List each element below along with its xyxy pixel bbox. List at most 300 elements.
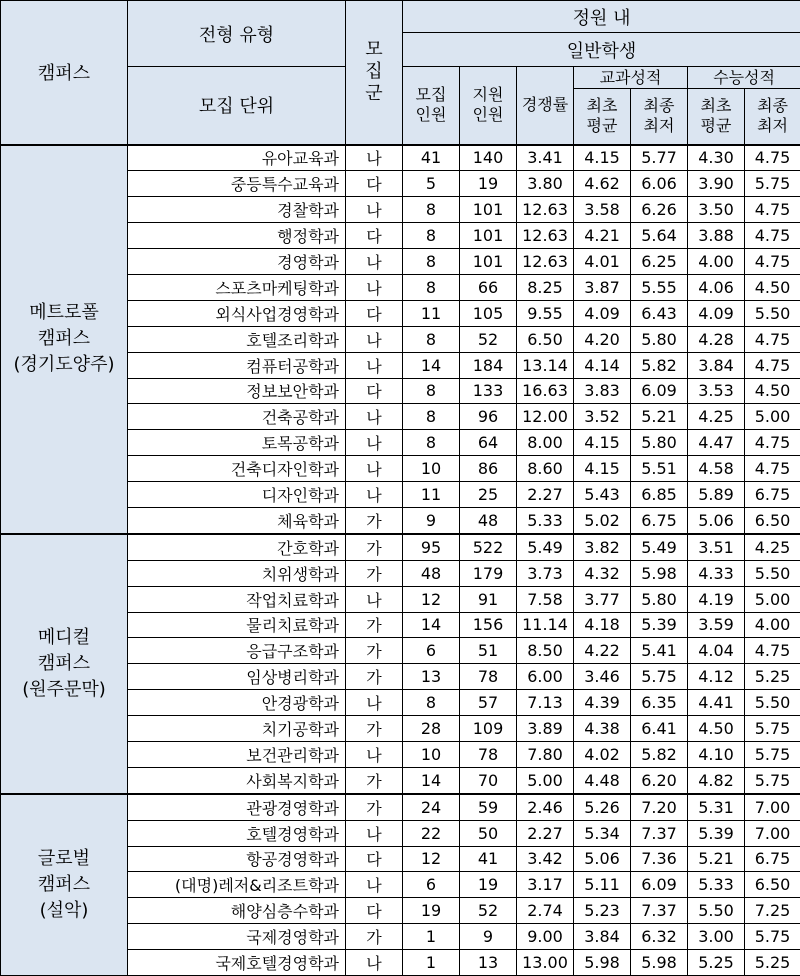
- school-final-min-cell: 6.41: [631, 716, 688, 742]
- school-min-avg-cell: 4.02: [574, 741, 631, 767]
- csat-min-avg-header: 최초 평균: [688, 89, 745, 145]
- csat-min-avg-cell: 4.58: [688, 456, 745, 482]
- csat-final-min-cell: 5.50: [745, 690, 800, 716]
- applicants-cell: 52: [460, 326, 517, 352]
- quota-cell: 14: [403, 767, 460, 793]
- campus-header: 캠퍼스: [1, 1, 128, 145]
- school-final-min-cell: 7.20: [631, 794, 688, 820]
- csat-grades-header: 수능성적: [688, 67, 800, 89]
- quota-cell: 8: [403, 223, 460, 249]
- recruit-unit-cell: 사회복지학과: [128, 767, 346, 793]
- quota-cell: 6: [403, 872, 460, 898]
- quota-cell: 1: [403, 950, 460, 976]
- competition-cell: 2.27: [517, 820, 574, 846]
- recruit-group-cell: 가: [346, 638, 403, 664]
- recruit-group-cell: 다: [346, 378, 403, 404]
- school-final-min-cell: 5.39: [631, 612, 688, 638]
- csat-min-avg-cell: 4.12: [688, 664, 745, 690]
- campus-name-line: 글로벌: [1, 846, 127, 872]
- csat-min-avg-cell: 3.53: [688, 378, 745, 404]
- school-final-min-cell: 7.37: [631, 898, 688, 924]
- competition-cell: 11.14: [517, 612, 574, 638]
- applicants-cell: 101: [460, 197, 517, 223]
- recruit-unit-cell: 행정학과: [128, 223, 346, 249]
- school-final-min-cell: 5.98: [631, 560, 688, 586]
- competition-cell: 3.89: [517, 716, 574, 742]
- csat-min-avg-cell: 4.41: [688, 690, 745, 716]
- applicants-cell: 51: [460, 638, 517, 664]
- csat-final-min-cell: 4.75: [745, 145, 800, 171]
- csat-final-min-cell: 4.75: [745, 638, 800, 664]
- school-final-min-cell: 6.09: [631, 872, 688, 898]
- csat-final-min-cell: 6.50: [745, 872, 800, 898]
- recruit-group-cell: 가: [346, 767, 403, 793]
- csat-final-min-cell: 4.25: [745, 534, 800, 560]
- campus-name-line: 캠퍼스: [1, 326, 127, 352]
- applicants-cell: 41: [460, 846, 517, 872]
- recruit-unit-header: 모집 단위: [128, 67, 346, 145]
- recruit-group-cell: 가: [346, 560, 403, 586]
- competition-header: 경쟁률: [517, 67, 574, 145]
- csat-final-min-cell: 5.50: [745, 300, 800, 326]
- csat-min-avg-cell: 5.31: [688, 794, 745, 820]
- applicants-cell: 70: [460, 767, 517, 793]
- csat-min-avg-cell: 3.51: [688, 534, 745, 560]
- competition-cell: 8.25: [517, 274, 574, 300]
- campus-cell: [1, 794, 128, 976]
- csat-min-avg-cell: 4.82: [688, 767, 745, 793]
- csat-min-avg-cell: 3.90: [688, 171, 745, 197]
- csat-final-min-cell: 5.75: [745, 767, 800, 793]
- competition-cell: 5.00: [517, 767, 574, 793]
- recruit-unit-cell: 물리치료학과: [128, 612, 346, 638]
- csat-min-avg-cell: 4.50: [688, 716, 745, 742]
- csat-final-min-cell: 4.00: [745, 612, 800, 638]
- school-min-avg-header: 최초 평균: [574, 89, 631, 145]
- recruit-unit-cell: 간호학과: [128, 534, 346, 560]
- applicants-cell: 96: [460, 404, 517, 430]
- applicants-cell: 19: [460, 171, 517, 197]
- recruit-unit-cell: 경찰학과: [128, 197, 346, 223]
- competition-cell: 3.41: [517, 145, 574, 171]
- csat-min-avg-cell: 4.30: [688, 145, 745, 171]
- quota-cell: 5: [403, 171, 460, 197]
- applicants-cell: 184: [460, 352, 517, 378]
- applicants-cell: 59: [460, 794, 517, 820]
- recruit-unit-cell: 유아교육과: [128, 145, 346, 171]
- recruit-group-cell: 나: [346, 274, 403, 300]
- school-min-avg-cell: 4.01: [574, 249, 631, 275]
- quota-cell: 8: [403, 249, 460, 275]
- applicants-cell: 66: [460, 274, 517, 300]
- school-final-min-cell: 6.43: [631, 300, 688, 326]
- school-min-avg-cell: 4.21: [574, 223, 631, 249]
- applicants-cell: 91: [460, 586, 517, 612]
- recruit-unit-cell: 건축디자인학과: [128, 456, 346, 482]
- csat-final-min-cell: 4.75: [745, 249, 800, 275]
- quota-cell: 12: [403, 846, 460, 872]
- recruit-group-cell: 가: [346, 534, 403, 560]
- csat-final-min-cell: 5.00: [745, 586, 800, 612]
- school-final-min-cell: 6.85: [631, 482, 688, 508]
- recruit-group-cell: 나: [346, 872, 403, 898]
- school-min-avg-cell: 4.15: [574, 456, 631, 482]
- recruit-unit-cell: 호텔조리학과: [128, 326, 346, 352]
- recruit-unit-cell: 국제경영학과: [128, 924, 346, 950]
- csat-min-avg-cell: 5.50: [688, 898, 745, 924]
- recruit-unit-cell: 보건관리학과: [128, 741, 346, 767]
- competition-cell: 3.17: [517, 872, 574, 898]
- recruit-group-cell: 가: [346, 612, 403, 638]
- csat-min-avg-cell: 3.84: [688, 352, 745, 378]
- recruit-group-cell: 나: [346, 249, 403, 275]
- csat-min-avg-cell: 4.09: [688, 300, 745, 326]
- school-final-min-cell: 6.32: [631, 924, 688, 950]
- quota-cell: 48: [403, 560, 460, 586]
- csat-final-min-cell: 5.25: [745, 950, 800, 976]
- quota-cell: 14: [403, 612, 460, 638]
- school-final-min-cell: 5.77: [631, 145, 688, 171]
- csat-min-avg-cell: 3.88: [688, 223, 745, 249]
- school-final-min-cell: 7.36: [631, 846, 688, 872]
- quota-cell: 8: [403, 197, 460, 223]
- quota-cell: 19: [403, 898, 460, 924]
- applicants-cell: 140: [460, 145, 517, 171]
- recruit-unit-cell: 호텔경영학과: [128, 820, 346, 846]
- school-min-avg-cell: 4.62: [574, 171, 631, 197]
- competition-cell: 5.49: [517, 534, 574, 560]
- csat-min-avg-cell: 5.33: [688, 872, 745, 898]
- quota-cell: 10: [403, 741, 460, 767]
- competition-cell: 16.63: [517, 378, 574, 404]
- quota-cell: 9: [403, 507, 460, 533]
- csat-final-min-cell: 6.75: [745, 846, 800, 872]
- csat-final-min-cell: 4.75: [745, 223, 800, 249]
- recruit-unit-cell: 경영학과: [128, 249, 346, 275]
- csat-final-min-cell: 7.25: [745, 898, 800, 924]
- quota-cell: 14: [403, 352, 460, 378]
- csat-min-avg-cell: 4.47: [688, 430, 745, 456]
- recruit-group-cell: 나: [346, 197, 403, 223]
- quota-header: 모집 인원: [403, 67, 460, 145]
- competition-cell: 3.42: [517, 846, 574, 872]
- recruit-group-cell: 나: [346, 690, 403, 716]
- quota-cell: 41: [403, 145, 460, 171]
- csat-final-min-cell: 4.75: [745, 430, 800, 456]
- recruit-group-cell: 다: [346, 171, 403, 197]
- applicants-cell: 78: [460, 664, 517, 690]
- school-min-avg-cell: 4.09: [574, 300, 631, 326]
- csat-final-min-cell: 4.75: [745, 197, 800, 223]
- recruit-unit-cell: 디자인학과: [128, 482, 346, 508]
- csat-min-avg-cell: 5.25: [688, 950, 745, 976]
- applicants-cell: 86: [460, 456, 517, 482]
- school-final-min-cell: 7.37: [631, 820, 688, 846]
- competition-cell: 7.80: [517, 741, 574, 767]
- school-min-avg-cell: 5.02: [574, 507, 631, 533]
- school-final-min-cell: 5.82: [631, 352, 688, 378]
- quota-inner-header: 정원 내: [403, 1, 800, 33]
- campus-name-line: 메트로폴: [1, 300, 127, 326]
- school-final-min-cell: 5.75: [631, 664, 688, 690]
- school-min-avg-cell: 4.39: [574, 690, 631, 716]
- school-final-min-cell: 6.25: [631, 249, 688, 275]
- admission-type-header: 전형 유형: [128, 1, 346, 67]
- quota-cell: 1: [403, 924, 460, 950]
- csat-final-min-cell: 4.75: [745, 326, 800, 352]
- recruit-group-cell: 나: [346, 482, 403, 508]
- quota-cell: 28: [403, 716, 460, 742]
- competition-cell: 7.13: [517, 690, 574, 716]
- recruit-group-cell: 나: [346, 950, 403, 976]
- csat-min-avg-cell: 4.10: [688, 741, 745, 767]
- table-row: [1, 794, 800, 820]
- school-final-min-cell: 5.80: [631, 586, 688, 612]
- school-min-avg-cell: 3.52: [574, 404, 631, 430]
- school-min-avg-cell: 5.98: [574, 950, 631, 976]
- campus-name-line: (경기도양주): [1, 352, 127, 378]
- quota-cell: 11: [403, 482, 460, 508]
- school-final-min-cell: 5.80: [631, 326, 688, 352]
- school-min-avg-cell: 4.22: [574, 638, 631, 664]
- applicants-cell: 13: [460, 950, 517, 976]
- applicants-cell: 156: [460, 612, 517, 638]
- recruit-group-cell: 나: [346, 430, 403, 456]
- school-min-avg-cell: 4.20: [574, 326, 631, 352]
- csat-final-min-cell: 5.00: [745, 404, 800, 430]
- recruit-unit-cell: (대명)레저&리조트학과: [128, 872, 346, 898]
- quota-cell: 8: [403, 430, 460, 456]
- csat-final-min-cell: 5.25: [745, 664, 800, 690]
- recruit-group-cell: 나: [346, 456, 403, 482]
- quota-cell: 24: [403, 794, 460, 820]
- recruit-unit-cell: 정보보안학과: [128, 378, 346, 404]
- competition-cell: 9.55: [517, 300, 574, 326]
- applicants-cell: 179: [460, 560, 517, 586]
- csat-final-min-header: 최종 최저: [745, 89, 800, 145]
- applicants-cell: 50: [460, 820, 517, 846]
- recruit-group-cell: 나: [346, 404, 403, 430]
- csat-final-min-cell: 7.00: [745, 820, 800, 846]
- csat-min-avg-cell: 5.06: [688, 507, 745, 533]
- csat-final-min-cell: 4.75: [745, 456, 800, 482]
- applicants-cell: 9: [460, 924, 517, 950]
- recruit-unit-cell: 안경광학과: [128, 690, 346, 716]
- recruit-group-cell: 다: [346, 898, 403, 924]
- school-grades-header: 교과성적: [574, 67, 688, 89]
- applicants-cell: 48: [460, 507, 517, 533]
- competition-cell: 9.00: [517, 924, 574, 950]
- applicants-cell: 19: [460, 872, 517, 898]
- csat-min-avg-cell: 4.33: [688, 560, 745, 586]
- recruit-group-cell: 가: [346, 924, 403, 950]
- recruit-unit-cell: 해양심층수학과: [128, 898, 346, 924]
- competition-cell: 2.27: [517, 482, 574, 508]
- school-final-min-cell: 5.51: [631, 456, 688, 482]
- school-min-avg-cell: 5.43: [574, 482, 631, 508]
- recruit-unit-cell: 항공경영학과: [128, 846, 346, 872]
- csat-final-min-cell: 5.75: [745, 741, 800, 767]
- csat-min-avg-cell: 3.50: [688, 197, 745, 223]
- recruit-unit-cell: 건축공학과: [128, 404, 346, 430]
- school-final-min-cell: 5.55: [631, 274, 688, 300]
- campus-name-line: 캠퍼스: [1, 872, 127, 898]
- applicants-cell: 78: [460, 741, 517, 767]
- quota-cell: 8: [403, 274, 460, 300]
- campus-cell: [1, 534, 128, 794]
- recruit-unit-cell: 국제호텔경영학과: [128, 950, 346, 976]
- competition-cell: 7.58: [517, 586, 574, 612]
- school-min-avg-cell: 4.15: [574, 430, 631, 456]
- recruit-unit-cell: 토목공학과: [128, 430, 346, 456]
- csat-final-min-cell: 5.75: [745, 716, 800, 742]
- competition-cell: 8.00: [517, 430, 574, 456]
- school-min-avg-cell: 3.77: [574, 586, 631, 612]
- competition-cell: 13.00: [517, 950, 574, 976]
- recruit-group-cell: 나: [346, 326, 403, 352]
- csat-min-avg-cell: 5.39: [688, 820, 745, 846]
- recruit-unit-cell: 체육학과: [128, 507, 346, 533]
- quota-cell: 11: [403, 300, 460, 326]
- competition-cell: 12.00: [517, 404, 574, 430]
- applicants-cell: 101: [460, 223, 517, 249]
- csat-min-avg-cell: 4.28: [688, 326, 745, 352]
- recruit-unit-cell: 스포츠마케팅학과: [128, 274, 346, 300]
- applicants-cell: 101: [460, 249, 517, 275]
- school-min-avg-cell: 4.48: [574, 767, 631, 793]
- school-min-avg-cell: 5.06: [574, 846, 631, 872]
- csat-final-min-cell: 5.50: [745, 560, 800, 586]
- recruit-unit-cell: 치위생학과: [128, 560, 346, 586]
- general-students-header: 일반학생: [403, 33, 800, 67]
- competition-cell: 8.60: [517, 456, 574, 482]
- csat-min-avg-cell: 4.00: [688, 249, 745, 275]
- campus-name-line: 캠퍼스: [1, 651, 127, 677]
- recruit-group-cell: 다: [346, 846, 403, 872]
- school-final-min-cell: 5.80: [631, 430, 688, 456]
- school-min-avg-cell: 3.84: [574, 924, 631, 950]
- quota-cell: 8: [403, 404, 460, 430]
- competition-cell: 13.14: [517, 352, 574, 378]
- school-min-avg-cell: 5.34: [574, 820, 631, 846]
- quota-cell: 22: [403, 820, 460, 846]
- csat-min-avg-cell: 3.59: [688, 612, 745, 638]
- school-min-avg-cell: 3.83: [574, 378, 631, 404]
- school-min-avg-cell: 5.26: [574, 794, 631, 820]
- competition-cell: 6.50: [517, 326, 574, 352]
- recruit-unit-cell: 임상병리학과: [128, 664, 346, 690]
- applicants-header: 지원 인원: [460, 67, 517, 145]
- campus-name-line: (원주문막): [1, 677, 127, 703]
- csat-min-avg-cell: 5.89: [688, 482, 745, 508]
- school-min-avg-cell: 3.87: [574, 274, 631, 300]
- recruit-unit-cell: 관광경영학과: [128, 794, 346, 820]
- csat-final-min-cell: 4.50: [745, 378, 800, 404]
- csat-final-min-cell: 5.75: [745, 171, 800, 197]
- quota-cell: 8: [403, 378, 460, 404]
- applicants-cell: 109: [460, 716, 517, 742]
- recruit-group-cell: 가: [346, 507, 403, 533]
- recruit-unit-cell: 중등특수교육과: [128, 171, 346, 197]
- recruit-unit-cell: 치기공학과: [128, 716, 346, 742]
- quota-cell: 95: [403, 534, 460, 560]
- school-final-min-header: 최종 최저: [631, 89, 688, 145]
- campus-name-line: (설악): [1, 898, 127, 924]
- recruit-group-cell: 가: [346, 664, 403, 690]
- recruit-group-cell: 다: [346, 223, 403, 249]
- competition-cell: 12.63: [517, 249, 574, 275]
- school-final-min-cell: 5.98: [631, 950, 688, 976]
- school-min-avg-cell: 5.11: [574, 872, 631, 898]
- csat-min-avg-cell: 4.04: [688, 638, 745, 664]
- quota-cell: 12: [403, 586, 460, 612]
- competition-cell: 8.50: [517, 638, 574, 664]
- recruit-unit-cell: 외식사업경영학과: [128, 300, 346, 326]
- school-min-avg-cell: 3.82: [574, 534, 631, 560]
- school-final-min-cell: 6.35: [631, 690, 688, 716]
- csat-min-avg-cell: 4.06: [688, 274, 745, 300]
- school-final-min-cell: 6.20: [631, 767, 688, 793]
- school-final-min-cell: 6.09: [631, 378, 688, 404]
- recruit-group-cell: 나: [346, 352, 403, 378]
- campus-cell: [1, 145, 128, 534]
- competition-cell: 2.74: [517, 898, 574, 924]
- table-body: [1, 145, 800, 976]
- recruit-group-cell: 나: [346, 145, 403, 171]
- table-row: [1, 145, 800, 171]
- school-min-avg-cell: 4.38: [574, 716, 631, 742]
- school-final-min-cell: 6.75: [631, 507, 688, 533]
- school-min-avg-cell: 4.32: [574, 560, 631, 586]
- school-final-min-cell: 5.41: [631, 638, 688, 664]
- applicants-cell: 133: [460, 378, 517, 404]
- csat-min-avg-cell: 5.21: [688, 846, 745, 872]
- applicants-cell: 25: [460, 482, 517, 508]
- quota-cell: 10: [403, 456, 460, 482]
- csat-final-min-cell: 6.50: [745, 507, 800, 533]
- competition-cell: 12.63: [517, 223, 574, 249]
- quota-cell: 6: [403, 638, 460, 664]
- recruit-group-cell: 가: [346, 716, 403, 742]
- recruit-unit-cell: 응급구조학과: [128, 638, 346, 664]
- quota-cell: 13: [403, 664, 460, 690]
- applicants-cell: 522: [460, 534, 517, 560]
- school-min-avg-cell: 3.46: [574, 664, 631, 690]
- school-final-min-cell: 6.06: [631, 171, 688, 197]
- recruit-group-cell: 다: [346, 300, 403, 326]
- csat-final-min-cell: 4.75: [745, 352, 800, 378]
- csat-min-avg-cell: 4.19: [688, 586, 745, 612]
- school-final-min-cell: 5.82: [631, 741, 688, 767]
- csat-min-avg-cell: 3.00: [688, 924, 745, 950]
- school-final-min-cell: 5.64: [631, 223, 688, 249]
- recruit-group-header: 모 집 군: [346, 1, 403, 145]
- competition-cell: 5.33: [517, 507, 574, 533]
- csat-final-min-cell: 7.00: [745, 794, 800, 820]
- applicants-cell: 52: [460, 898, 517, 924]
- csat-final-min-cell: 6.75: [745, 482, 800, 508]
- applicants-cell: 64: [460, 430, 517, 456]
- school-min-avg-cell: 4.18: [574, 612, 631, 638]
- recruit-unit-cell: 작업치료학과: [128, 586, 346, 612]
- school-min-avg-cell: 4.14: [574, 352, 631, 378]
- school-min-avg-cell: 4.15: [574, 145, 631, 171]
- school-min-avg-cell: 3.58: [574, 197, 631, 223]
- applicants-cell: 105: [460, 300, 517, 326]
- quota-cell: 8: [403, 326, 460, 352]
- recruit-group-cell: 나: [346, 820, 403, 846]
- recruit-unit-cell: 컴퓨터공학과: [128, 352, 346, 378]
